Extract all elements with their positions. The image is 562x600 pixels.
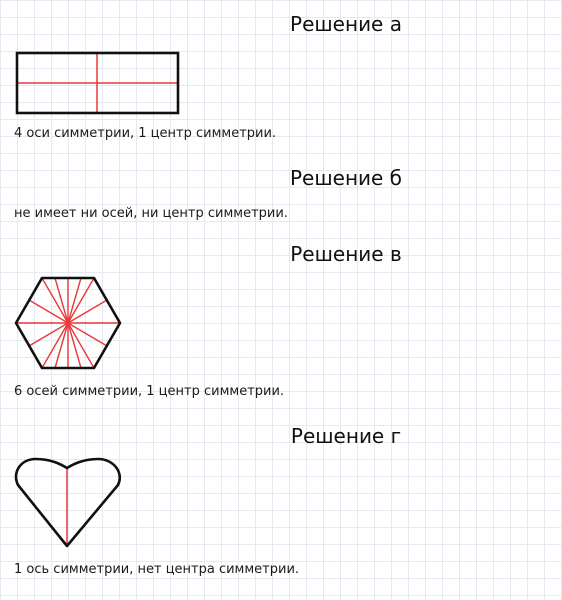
heart-figure	[12, 455, 130, 553]
heading-g: Решение г	[290, 424, 402, 448]
heart-outline	[16, 459, 120, 546]
heading-b: Решение б	[289, 166, 403, 190]
heading-a: Решение а	[290, 12, 402, 36]
caption-g: 1 ось симметрии, нет центра симметрии.	[14, 562, 300, 577]
hexagon-figure	[10, 272, 126, 374]
caption-a: 4 оси симметрии, 1 центр симметрии.	[14, 126, 277, 141]
rectangle-figure	[14, 50, 184, 118]
hexagon-axes	[16, 278, 120, 368]
heading-v: Решение в	[290, 242, 402, 266]
caption-b: не имеет ни осей, ни центр симметрии.	[14, 206, 288, 221]
caption-v: 6 осей симметрии, 1 центр симметрии.	[14, 384, 285, 399]
